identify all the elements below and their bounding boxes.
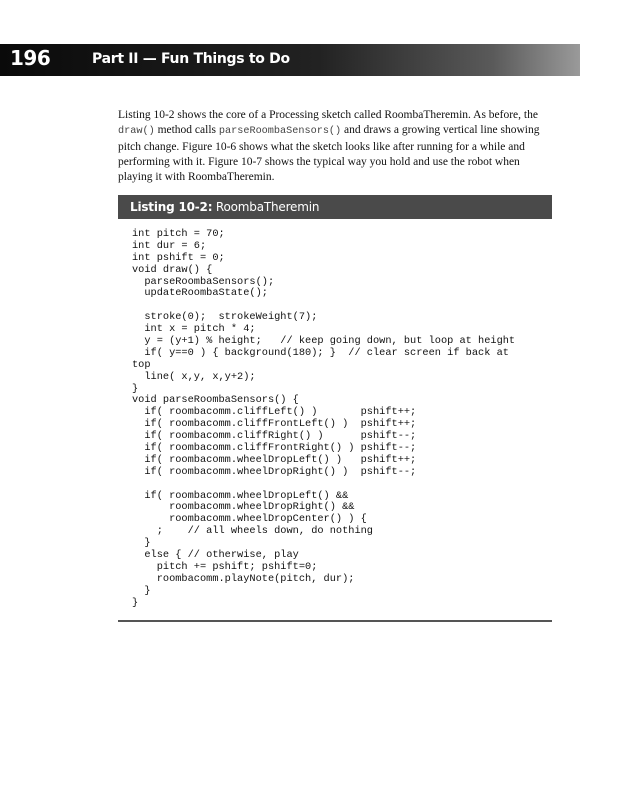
code-line: int dur = 6; xyxy=(132,239,207,252)
code-line: roombacomm.playNote(pitch, dur); xyxy=(132,572,355,585)
code-line: y = (y+1) % height; // keep going down, but loop at height xyxy=(132,335,516,348)
intro-text-3: and draws a growing vertical line showing pitch change. Figure 10-6 shows what the sketch looks like after running for a while and performing with it. Figure 10-7 shows the typical way you hold and use the robot when playing it with RoombaTheremin. xyxy=(118,124,540,184)
code-line: if( roombacomm.wheelDropRight() ) pshift--; xyxy=(132,465,417,478)
page-number: 196 xyxy=(10,46,51,70)
code-line: void draw() { xyxy=(132,263,213,276)
intro-paragraph xyxy=(118,108,552,185)
listing-title xyxy=(130,200,319,214)
code-line: int pshift = 0; xyxy=(132,251,225,264)
code-listing xyxy=(132,229,542,610)
code-line: void parseRoombaSensors() { xyxy=(132,394,299,407)
code-line: if( y==0 ) { background(180); } // clear screen if back at xyxy=(132,346,509,359)
code-line: stroke(0); strokeWeight(7); xyxy=(132,311,318,324)
listing-name: RoombaTheremin xyxy=(215,200,320,214)
code-line: } xyxy=(132,584,151,597)
code-line: if( roombacomm.cliffLeft() ) pshift++; xyxy=(132,406,417,419)
code-line xyxy=(132,479,542,491)
intro-code-parse: parseRoombaSensors() xyxy=(218,126,342,138)
code-line: else { // otherwise, play xyxy=(132,549,299,562)
code-line: parseRoombaSensors(); xyxy=(132,275,275,288)
intro-text-2: method calls xyxy=(154,124,219,137)
chapter-header-bar xyxy=(0,44,580,76)
code-line: line( x,y, x,y+2); xyxy=(132,370,256,383)
code-line: } xyxy=(132,537,151,550)
code-line: int x = pitch * 4; xyxy=(132,323,256,336)
code-line: if( roombacomm.wheelDropLeft() ) pshift++; xyxy=(132,453,417,466)
code-line: if( roombacomm.cliffRight() ) pshift--; xyxy=(132,430,417,443)
code-line: top xyxy=(132,358,151,371)
code-line: if( roombacomm.cliffFrontLeft() ) pshift++; xyxy=(132,418,417,431)
listing-bottom-rule xyxy=(118,620,552,622)
code-line: roombacomm.wheelDropCenter() ) { xyxy=(132,513,367,526)
code-line: if( roombacomm.cliffFrontRight() ) pshift--; xyxy=(132,442,417,455)
code-line: ; // all wheels down, do nothing xyxy=(132,525,373,538)
listing-label: Listing 10-2: xyxy=(130,200,213,214)
code-line: roombacomm.wheelDropRight() && xyxy=(132,501,355,514)
code-line: } xyxy=(132,382,139,395)
code-line: if( roombacomm.wheelDropLeft() && xyxy=(132,489,349,502)
code-line: } xyxy=(132,596,139,609)
intro-text-1: Listing 10-2 shows the core of a Processing sketch called RoombaTheremin. As before, the xyxy=(118,109,538,121)
code-line: pitch += pshift; pshift=0; xyxy=(132,560,318,573)
code-line: updateRoombaState(); xyxy=(132,287,268,300)
code-line: int pitch = 70; xyxy=(132,228,225,240)
part-title: Part II — Fun Things to Do xyxy=(92,51,290,67)
intro-code-draw: draw() xyxy=(118,126,155,138)
